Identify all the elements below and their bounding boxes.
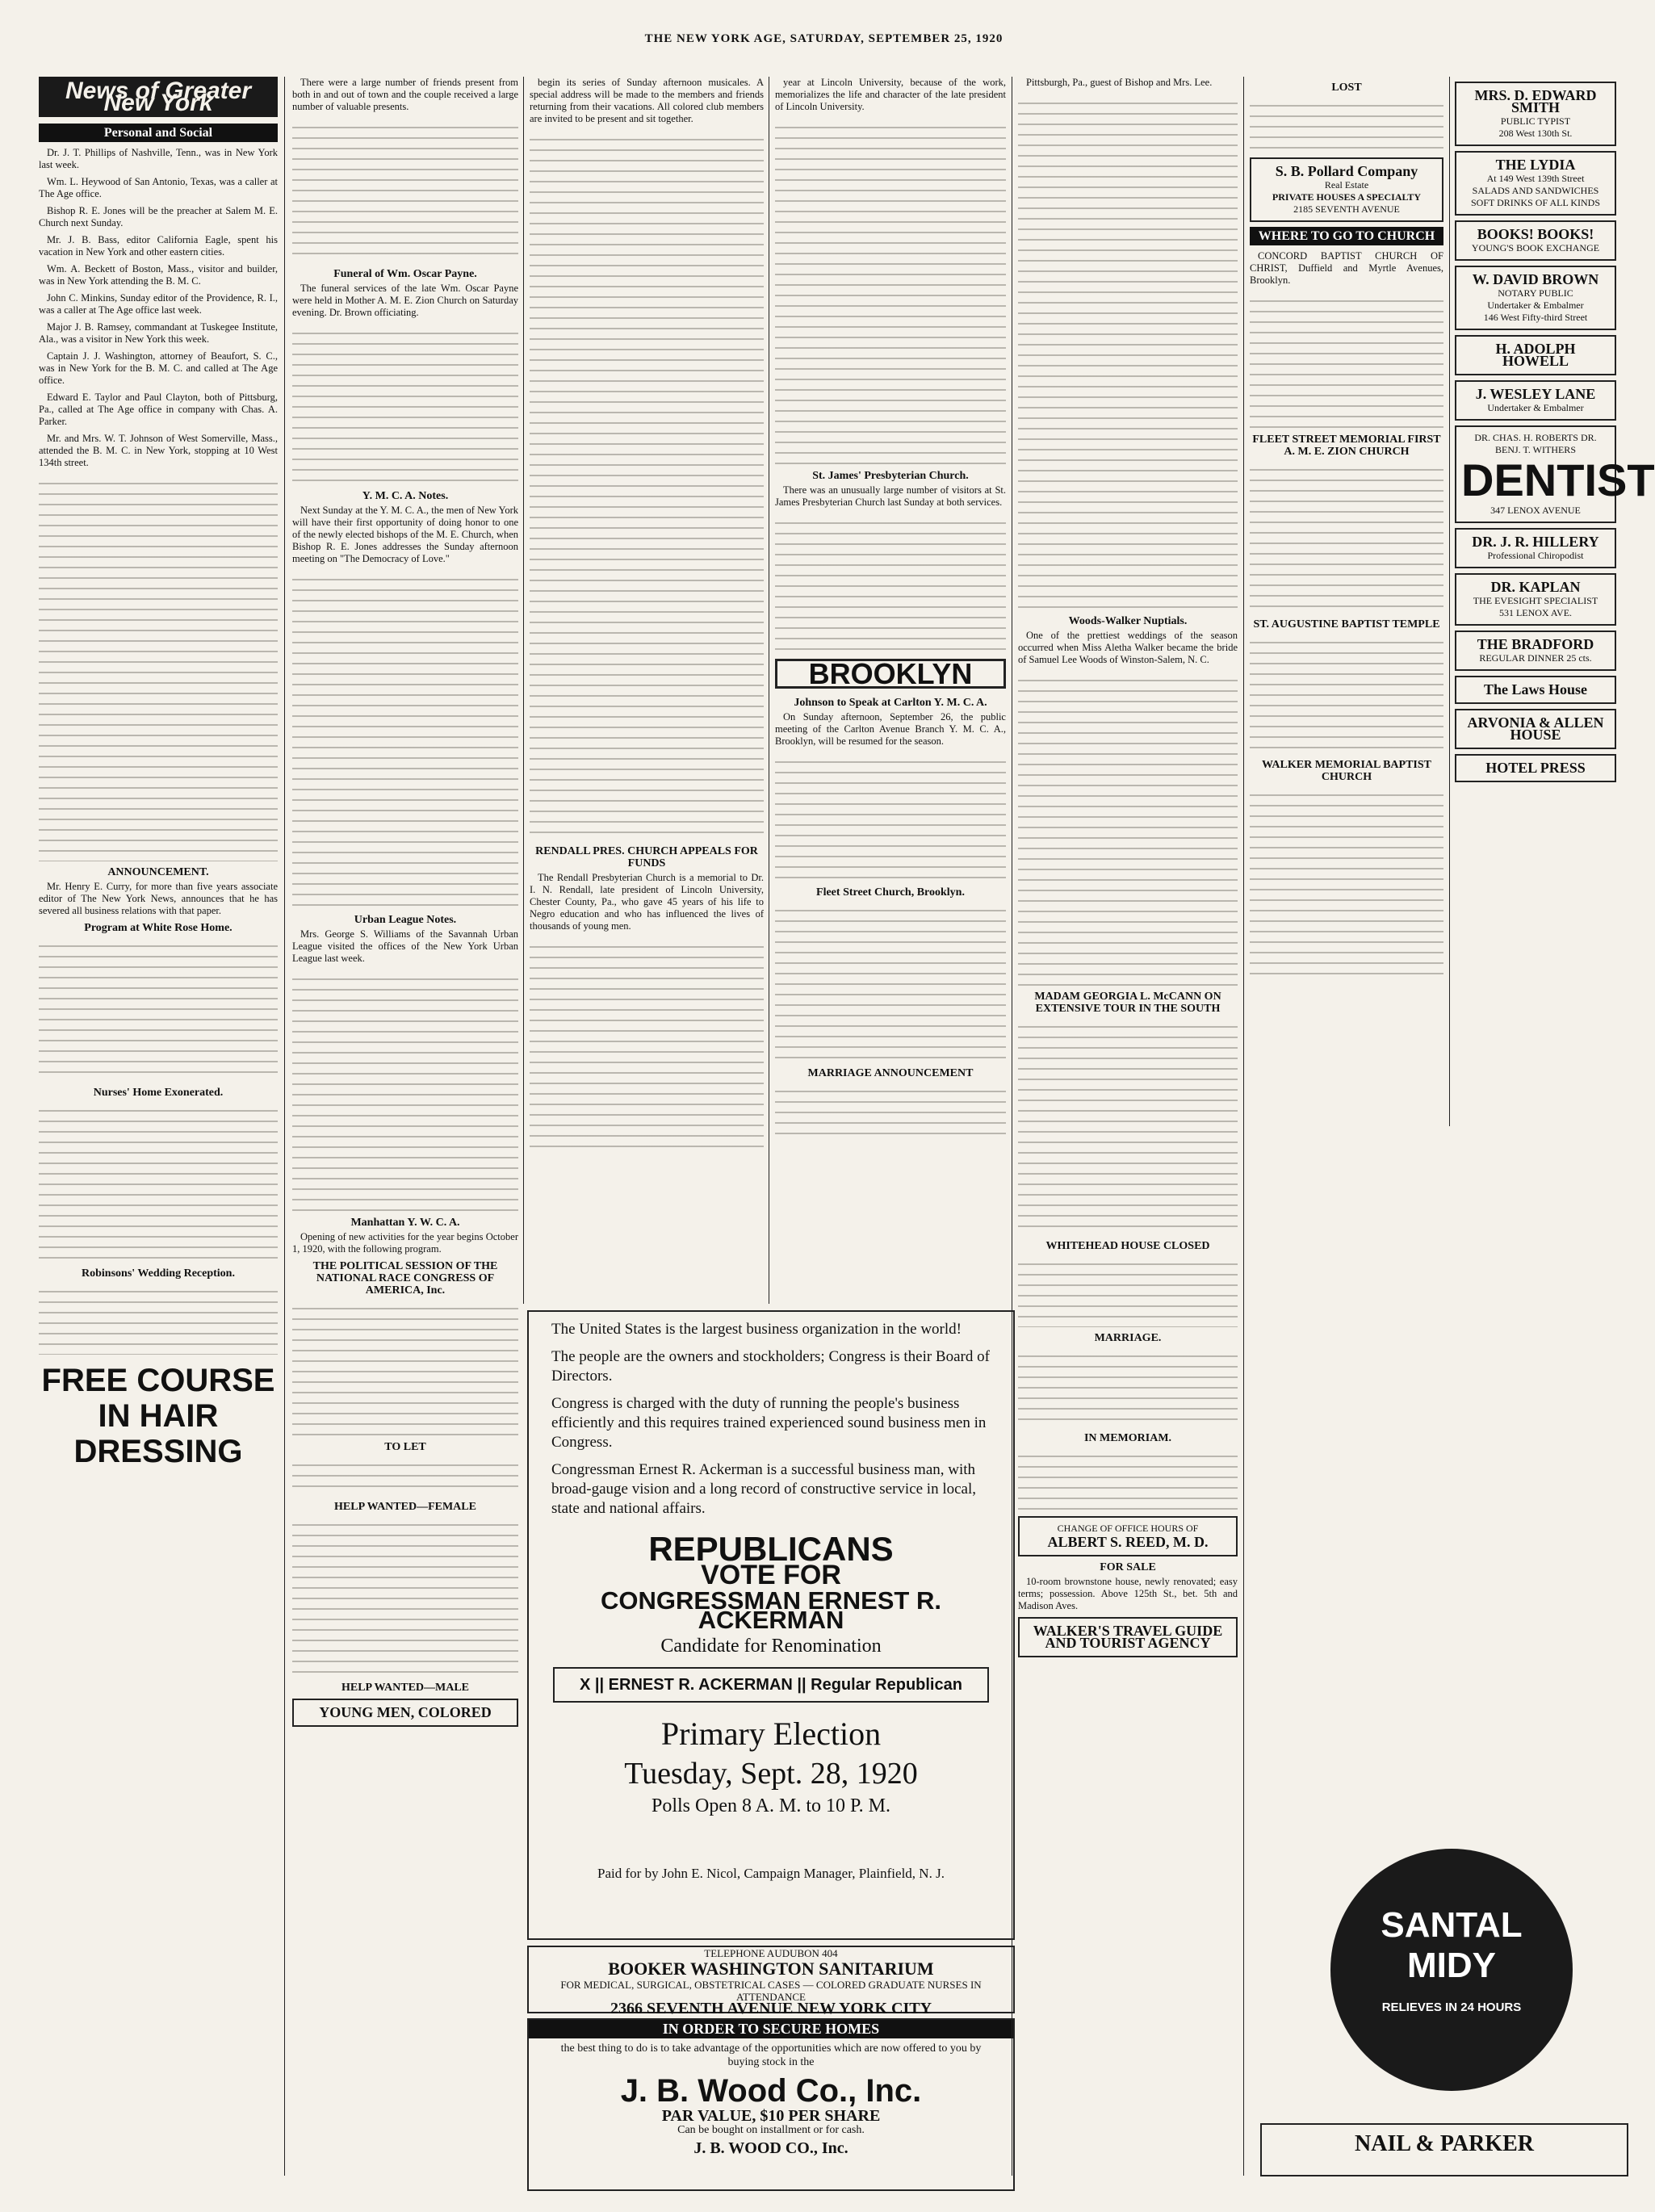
news-item: Dr. J. T. Phillips of Nashville, Tenn., was in New York last week. (39, 147, 278, 170)
rep-ballot: X || ERNEST R. ACKERMAN || Regular Republican (553, 1667, 989, 1703)
funeral-text: The funeral services of the late Wm. Oscar Payne were held in Mother A. M. E. Zion Church on Saturday evening. Dr. Brown officiating. (292, 283, 518, 318)
carlton-head: Johnson to Speak at Carlton Y. M. C. A. (794, 697, 987, 709)
dentist-ad (1455, 425, 1655, 523)
body-text-lines (1018, 1347, 1238, 1427)
column-1 (39, 77, 278, 2192)
rep-para-3: Congress is charged with the duty of running the people's business efficiently and this requires trained experienced sound business men in Congress. (551, 1395, 987, 1451)
body-text-lines (292, 570, 518, 909)
lane-ad (1455, 380, 1616, 421)
laws-name: The Laws House (1483, 681, 1588, 698)
announcement-head: ANNOUNCEMENT. (107, 866, 209, 878)
brown-title: NOTARY PUBLIC (1498, 287, 1573, 299)
st-james-text: There was an unusually large number of visitors at St. James Presbyterian Church last Sunday at both services. (775, 484, 1006, 508)
body-text-lines (1250, 291, 1443, 429)
funeral-head: Funeral of Wm. Oscar Payne. (333, 268, 477, 280)
for-sale-head: FOR SALE (1100, 1561, 1156, 1573)
hotel-press-name: HOTEL PRESS (1485, 760, 1586, 776)
rendall-text: The Rendall Presbyterian Church is a memorial to Dr. I. N. Rendall, late president of Lincoln University, Chester County, Pa., who gave 45 years of his life to Negro education and who has influenced the lives of thousands of young men. (530, 872, 764, 932)
pollard-specialty: PRIVATE HOUSES A SPECIALTY (1272, 191, 1422, 203)
pollard-name: S. B. Pollard Company (1275, 163, 1418, 179)
news-item: Mr. J. B. Bass, editor California Eagle, spent his vacation in New York and other eastern cities. (39, 234, 278, 258)
arvonia-ad (1455, 709, 1616, 749)
body-text-lines (39, 1282, 278, 1355)
dentist-address: 347 LENOX AVENUE (1490, 505, 1581, 516)
body-text-lines (39, 936, 278, 1082)
political-head: THE POLITICAL SESSION OF THE NATIONAL RACE CONGRESS OF AMERICA, Inc. (312, 1260, 498, 1297)
lane-sub: Undertaker & Embalmer (1487, 402, 1584, 413)
books-title: BOOKS! BOOKS! (1477, 226, 1594, 242)
memoriam-head: IN MEMORIAM. (1083, 1432, 1172, 1444)
kaplan-ad (1455, 573, 1616, 626)
sanitarium-address: 2366 SEVENTH AVENUE NEW YORK CITY (610, 2000, 932, 2017)
hillery-ad (1455, 528, 1616, 568)
column-rule (1449, 77, 1450, 1126)
pittsburgh-text: Pittsburgh, Pa., guest of Bishop and Mrs. Lee. (1026, 77, 1213, 88)
body-text-lines (1250, 460, 1443, 614)
rep-headline: REPUBLICANS (648, 1530, 894, 1568)
body-text-lines (1250, 633, 1443, 754)
to-let-head: TO LET (384, 1441, 426, 1453)
rendall-head: RENDALL PRES. CHURCH APPEALS FOR FUNDS (535, 845, 758, 869)
rep-vote-for: VOTE FOR (701, 1560, 841, 1590)
manhattan-head: Manhattan Y. W. C. A. (350, 1217, 460, 1229)
rep-primary: Primary Election (660, 1716, 882, 1752)
brown-name: W. DAVID BROWN (1472, 271, 1599, 287)
office-hours-ad (1018, 1516, 1238, 1556)
parker-ad (1260, 2123, 1628, 2176)
body-text-lines (292, 1299, 518, 1436)
wood-note: Can be bought on installment or for cash. (677, 2124, 865, 2136)
lydia-ad (1455, 151, 1616, 216)
sanitarium-name: BOOKER WASHINGTON SANITARIUM (608, 1959, 934, 1979)
woods-walker-head: Woods-Walker Nuptials. (1068, 615, 1188, 627)
seal-top-text: SANTAL (1381, 1905, 1523, 1945)
fleet-head: Fleet Street Church, Brooklyn. (816, 886, 965, 899)
body-text-lines (775, 1082, 1006, 1138)
body-text-lines (1250, 786, 1443, 979)
walker-travel-ad (1018, 1617, 1238, 1657)
typist-address: 208 West 130th St. (1498, 128, 1573, 139)
whitehead-head: WHITEHEAD HOUSE CLOSED (1045, 1240, 1210, 1252)
news-item: Wm. L. Heywood of San Antonio, Texas, was a caller at The Age office. (39, 176, 278, 199)
column-4 (775, 77, 1006, 1304)
office-hours-name: ALBERT S. REED, M. D. (1047, 1534, 1209, 1550)
wood-footer: J. B. WOOD CO., Inc. (693, 2139, 848, 2157)
dentist-doctors: DR. CHAS. H. ROBERTS DR. BENJ. T. WITHERS (1474, 432, 1597, 455)
body-text-lines (292, 118, 518, 263)
body-text-lines (39, 474, 278, 861)
books-sub: YOUNG'S BOOK EXCHANGE (1471, 242, 1600, 253)
news-item: Mr. and Mrs. W. T. Johnson of West Somerville, Mass., attended the B. M. C. in New York, stopping at 10 West 134th street. (39, 433, 278, 468)
body-text-lines (1018, 1447, 1238, 1511)
sanitarium-sub: FOR MEDICAL, SURGICAL, OBSTETRICAL CASES — COLORED GRADUATE NURSES IN ATTENDANCE (560, 1979, 982, 2003)
column-7 (1455, 77, 1655, 1772)
nurses-head: Nurses' Home Exonerated. (93, 1087, 224, 1099)
hillery-sub: Professional Chiropodist (1487, 550, 1584, 561)
column-rule (523, 77, 524, 1304)
rep-para-1: The United States is the largest business organization in the world! (551, 1321, 962, 1338)
body-text-lines (39, 1101, 278, 1263)
announcement-text: Mr. Henry E. Curry, for more than five years associate editor of The New York News, announces that he has severed all business relations with that paper. (39, 881, 278, 916)
column-rule (284, 77, 285, 2176)
typist-name: MRS. D. EDWARD SMITH (1474, 87, 1597, 115)
news-item: Major J. B. Ramsey, commandant at Tuskegee Institute, Ala., was a visitor in New York this week. (39, 321, 278, 345)
column-3 (530, 77, 764, 1304)
urban-text: Mrs. George S. Williams of the Savannah Urban League visited the offices of the New York Urban League last week. (292, 928, 518, 964)
lydia-sub: SALADS AND SANDWICHES SOFT DRINKS OF ALL KINDS (1470, 185, 1601, 208)
body-text-lines (1018, 94, 1238, 610)
body-text-lines (775, 752, 1006, 882)
body-text-lines (1250, 96, 1443, 153)
books-ad (1455, 220, 1616, 261)
seal-mid-text: MIDY (1407, 1946, 1496, 1985)
rep-para-4: Congressman Ernest R. Ackerman is a successful business man, with broad-gauge vision and a long record of constructive service in local, state and national affairs. (551, 1461, 977, 1517)
concord-text: CONCORD BAPTIST CHURCH OF CHRIST, Duffield and Myrtle Avenues, Brooklyn. (1250, 250, 1443, 286)
hotel-press-ad (1455, 754, 1616, 782)
body-text-lines (1018, 1017, 1238, 1235)
ymca-text: Next Sunday at the Y. M. C. A., the men of New York will have their first opportunity of doing honor to one of the newly elected bishops of the M. E. Church, when Bishop R. E. Jones addresses the Sunday afternoon meeting on "The Democracy of Love." (292, 505, 518, 564)
lincoln-text: year at Lincoln University, because of the work, memorializes the life and character of the late president of Lincoln University. (775, 77, 1006, 112)
lydia-name: THE LYDIA (1495, 157, 1576, 173)
marriage-head: MARRIAGE. (1094, 1332, 1162, 1344)
young-men-ad (292, 1699, 518, 1727)
rep-para-2: The people are the owners and stockholders; Congress is their Board of Directors. (551, 1348, 990, 1385)
rep-date: Tuesday, Sept. 28, 1920 (624, 1757, 918, 1791)
news-item: John C. Minkins, Sunday editor of the Providence, R. I., was a caller at The Age office last week. (39, 292, 278, 316)
dentist-title: DENTIST (1461, 455, 1655, 505)
office-hours-head: CHANGE OF OFFICE HOURS OF (1057, 1523, 1199, 1534)
wedding-text: There were a large number of friends present from both in and out of town and the couple received a large number of valuable presents. (292, 77, 518, 112)
mccann-head: MADAM GEORGIA L. McCANN ON EXTENSIVE TOUR IN THE SOUTH (1034, 991, 1221, 1015)
seal-arc-text: RELIEVES IN 24 HOURS (1381, 2000, 1522, 2014)
for-sale-text: 10-room brownstone house, newly renovated; easy terms; possession. Above 125th St., bet. 5th and Madison Aves. (1018, 1576, 1238, 1611)
brown-address: 146 West Fifty-third Street (1483, 312, 1588, 323)
column-5 (1018, 77, 1238, 2192)
urban-head: Urban League Notes. (354, 914, 457, 926)
lost-head: LOST (1331, 82, 1362, 94)
body-text-lines (292, 1456, 518, 1496)
column-6 (1250, 77, 1443, 1126)
bradford-ad (1455, 631, 1616, 671)
robinsons-head: Robinsons' Wedding Reception. (82, 1267, 235, 1280)
kaplan-address: 531 LENOX AVE. (1498, 607, 1573, 618)
manhattan-text: Opening of new activities for the year begins October 1, 1920, with the following program. (292, 1231, 518, 1255)
brooklyn-header: BROOKLYN (775, 659, 1006, 689)
sanitarium-phone: TELEPHONE AUDUBON 404 (704, 1947, 838, 1959)
laws-ad (1455, 676, 1616, 704)
woods-walker-text: One of the prettiest weddings of the season occurred when Miss Aletha Walker became the bride of Samuel Lee Woods of Winston-Salem, N. C. (1018, 630, 1238, 665)
brown-ad (1455, 266, 1616, 330)
wood-name: J. B. Wood Co., Inc. (620, 2073, 922, 2109)
body-text-lines (292, 970, 518, 1212)
news-item: Edward E. Taylor and Paul Clayton, both of Pittsburg, Pa., called at The Age office in company with Chas. A. Parker. (39, 392, 278, 427)
carlton-text: On Sunday afternoon, September 26, the public meeting of the Carlton Avenue Branch Y. M. C. A., Brooklyn, will be resumed for the season. (775, 711, 1006, 747)
ymca-head: Y. M. C. A. Notes. (362, 490, 449, 502)
news-item: Captain J. J. Washington, attorney of Beaufort, S. C., was in New York for the B. M. C. and called at The Age office. (39, 350, 278, 386)
help-female-head: HELP WANTED—FEMALE (334, 1501, 476, 1513)
augustine-head: ST. AUGUSTINE BAPTIST TEMPLE (1253, 618, 1440, 631)
pollard-address: 2185 SEVENTH AVENUE (1293, 203, 1400, 215)
body-text-lines (775, 901, 1006, 1062)
body-text-lines (775, 513, 1006, 651)
lydia-address: At 149 West 139th Street (1486, 173, 1585, 184)
rep-paid: Paid for by John E. Nicol, Campaign Manager, Plainfield, N. J. (597, 1866, 945, 1881)
st-james-head: St. James' Presbyterian Church. (812, 470, 969, 482)
kaplan-name: DR. KAPLAN (1490, 579, 1581, 595)
marriage-announcement-head: MARRIAGE ANNOUNCEMENT (807, 1067, 974, 1079)
pollard-sub: Real Estate (1324, 179, 1369, 191)
body-text-lines (530, 130, 764, 840)
personal-social-head: Personal and Social (39, 124, 278, 142)
brown-sub: Undertaker & Embalmer (1487, 300, 1584, 311)
hillery-name: DR. J. R. HILLERY (1472, 534, 1599, 550)
fleet-church-head: FLEET STREET MEMORIAL FIRST A. M. E. ZION CHURCH (1252, 434, 1441, 458)
walker-travel-title: WALKER'S TRAVEL GUIDE AND TOURIST AGENCY (1033, 1623, 1223, 1651)
howell-name: H. ADOLPH HOWELL (1495, 341, 1576, 369)
typist-title: PUBLIC TYPIST (1500, 115, 1571, 127)
pollard-ad (1250, 157, 1443, 222)
news-item: Wm. A. Beckett of Boston, Mass., visitor and builder, was in New York attending the B. M. C. (39, 263, 278, 287)
column-2 (292, 77, 518, 2192)
arvonia-name: ARVONIA & ALLEN HOUSE (1467, 714, 1604, 743)
rep-candidate-sub: Candidate for Renomination (660, 1636, 882, 1657)
news-item: Bishop R. E. Jones will be the preacher at Salem M. E. Church next Sunday. (39, 205, 278, 228)
column-rule (1243, 77, 1244, 2176)
church-head: WHERE TO GO TO CHURCH (1250, 227, 1443, 245)
wood-sub: the best thing to do is to take advantage of the opportunities which are now offered to you by buying stock in the (560, 2042, 982, 2068)
typist-ad (1455, 82, 1616, 146)
parker-name: NAIL & PARKER (1355, 2131, 1534, 2156)
body-text-lines (292, 324, 518, 485)
rep-polls: Polls Open 8 A. M. to 10 P. M. (651, 1795, 891, 1816)
free-course-ad: FREE COURSE IN HAIR DRESSING (41, 1363, 275, 1469)
masthead: THE NEW YORK AGE, SATURDAY, SEPTEMBER 25, 1920 (644, 32, 1003, 45)
wood-par: PAR VALUE, $10 PER SHARE (661, 2107, 881, 2125)
walker-church-head: WALKER MEMORIAL BAPTIST CHURCH (1261, 759, 1432, 783)
body-text-lines (1018, 671, 1238, 986)
help-male-head: HELP WANTED—MALE (341, 1682, 470, 1694)
body-text-lines (530, 937, 764, 1147)
republicans-ad (527, 1310, 1015, 1940)
program-head: Program at White Rose Home. (84, 922, 233, 934)
greater-new-york-banner: News of Greater New York (39, 77, 278, 117)
young-men-title: YOUNG MEN, COLORED (319, 1704, 492, 1720)
bradford-name: THE BRADFORD (1477, 636, 1594, 652)
wood-co-ad (527, 2018, 1015, 2191)
body-text-lines (292, 1515, 518, 1677)
body-text-lines (1018, 1255, 1238, 1327)
lane-name: J. WESLEY LANE (1475, 386, 1596, 402)
sanitarium-ad (527, 1946, 1015, 2017)
wood-banner: IN ORDER TO SECURE HOMES (529, 2020, 1013, 2038)
body-text-lines (775, 118, 1006, 465)
musicale-text: begin its series of Sunday afternoon musicales. A special address will be made to the members and friends returning from their vacations. All colored club members are invited to be present and sit together. (530, 77, 764, 124)
santal-midy-seal (1330, 1849, 1573, 2091)
bradford-sub: REGULAR DINNER 25 cts. (1479, 652, 1592, 664)
rep-candidate-name: CONGRESSMAN ERNEST R. ACKERMAN (601, 1586, 941, 1634)
howell-ad (1455, 335, 1616, 375)
kaplan-sub: THE EVESIGHT SPECIALIST (1473, 595, 1598, 606)
